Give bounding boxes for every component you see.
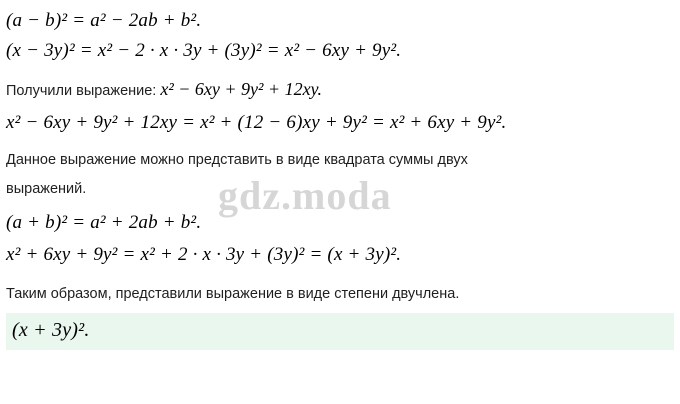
- formula-simplify-combined: x² − 6xy + 9y² + 12xy = x² + (12 − 6)xy + 9y² = x² + 6xy + 9y².: [6, 112, 507, 134]
- statement-can-be-written-line1: Данное выражение можно представить в виде квадрата суммы двух: [6, 152, 468, 169]
- final-answer: (x + 3y)².: [12, 319, 90, 342]
- final-answer-highlight: [6, 313, 674, 350]
- statement-obtained-expression: [6, 76, 674, 102]
- formula-expand-x-minus-3y: (x − 3y)² = x² − 2 · x · 3y + (3y)² = x² − 6xy + 9y².: [6, 40, 402, 61]
- statement-obtained-expression-math: x² − 6xy + 9y² + 12xy.: [160, 79, 323, 99]
- formula-factor-to-square: x² + 6xy + 9y² = x² + 2 · x · 3y + (3y)² = (x + 3y)².: [6, 244, 402, 266]
- statement-conclusion: Таким образом, представили выражение в виде степени двучлена.: [6, 286, 460, 303]
- formula-square-of-sum: (a + b)² = a² + 2ab + b².: [6, 212, 202, 234]
- statement-obtained-expression-prefix: Получили выражение:: [6, 83, 161, 99]
- watermark-gdz-moda: gdz.moda: [218, 173, 392, 218]
- formula-square-of-difference: (a − b)² = a² − 2ab + b².: [6, 10, 202, 31]
- statement-can-be-written-line2: выражений.: [6, 181, 87, 198]
